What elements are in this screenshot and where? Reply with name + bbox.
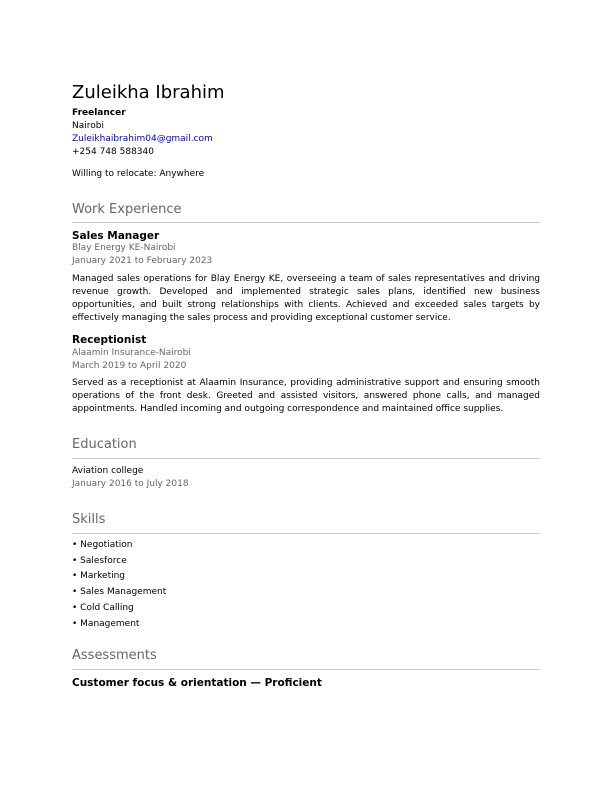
job-dates: March 2019 to April 2020 bbox=[72, 361, 187, 371]
job-company: Alaamin Insurance-Nairobi bbox=[72, 348, 191, 358]
divider bbox=[72, 458, 540, 459]
divider bbox=[72, 669, 540, 670]
assessment-item[interactable]: Customer focus & orientation — Proficient bbox=[72, 677, 322, 689]
skill-item: • Salesforce bbox=[72, 556, 127, 566]
skill-item: • Management bbox=[72, 619, 140, 629]
location: Nairobi bbox=[72, 121, 104, 131]
education-school: Aviation college bbox=[72, 466, 144, 476]
email-link[interactable]: Zuleikhaibrahim04@gmail.com bbox=[72, 134, 213, 144]
job-description: Managed sales operations for Blay Energy KE, overseeing a team of sales representatives and driving revenue growth. Developed and implemented strategic sales plans, identified new business opportunities, and built strong relationships with clients. Achieved and exceeded sales targets by effectively managing the sales process and providing exceptional customer service. bbox=[72, 274, 540, 323]
divider bbox=[72, 533, 540, 534]
divider bbox=[72, 222, 540, 223]
section-title-education: Education bbox=[72, 437, 137, 452]
job-title: Receptionist bbox=[72, 334, 147, 346]
job-title: Sales Manager bbox=[72, 230, 160, 242]
headline: Freelancer bbox=[72, 108, 126, 118]
phone: +254 748 588340 bbox=[72, 147, 154, 157]
section-title-work: Work Experience bbox=[72, 202, 182, 217]
job-dates: January 2021 to February 2023 bbox=[72, 256, 213, 266]
section-title-skills: Skills bbox=[72, 512, 106, 527]
job-description: Served as a receptionist at Alaamin Insurance, providing administrative support and ensuring smooth operations of the front desk. Greeted and assisted visitors, answered phone calls, and managed appointments. Handled incoming and outgoing correspondence and maintained office supplies. bbox=[72, 378, 540, 414]
skill-item: • Cold Calling bbox=[72, 603, 134, 613]
skill-item: • Marketing bbox=[72, 571, 126, 581]
skill-item: • Negotiation bbox=[72, 540, 133, 550]
job-company: Blay Energy KE-Nairobi bbox=[72, 243, 176, 253]
candidate-name: Zuleikha Ibrahim bbox=[72, 82, 225, 103]
section-title-assessments: Assessments bbox=[72, 648, 157, 663]
relocation: Willing to relocate: Anywhere bbox=[72, 169, 205, 179]
education-dates: January 2016 to July 2018 bbox=[72, 479, 189, 489]
skill-item: • Sales Management bbox=[72, 587, 167, 597]
